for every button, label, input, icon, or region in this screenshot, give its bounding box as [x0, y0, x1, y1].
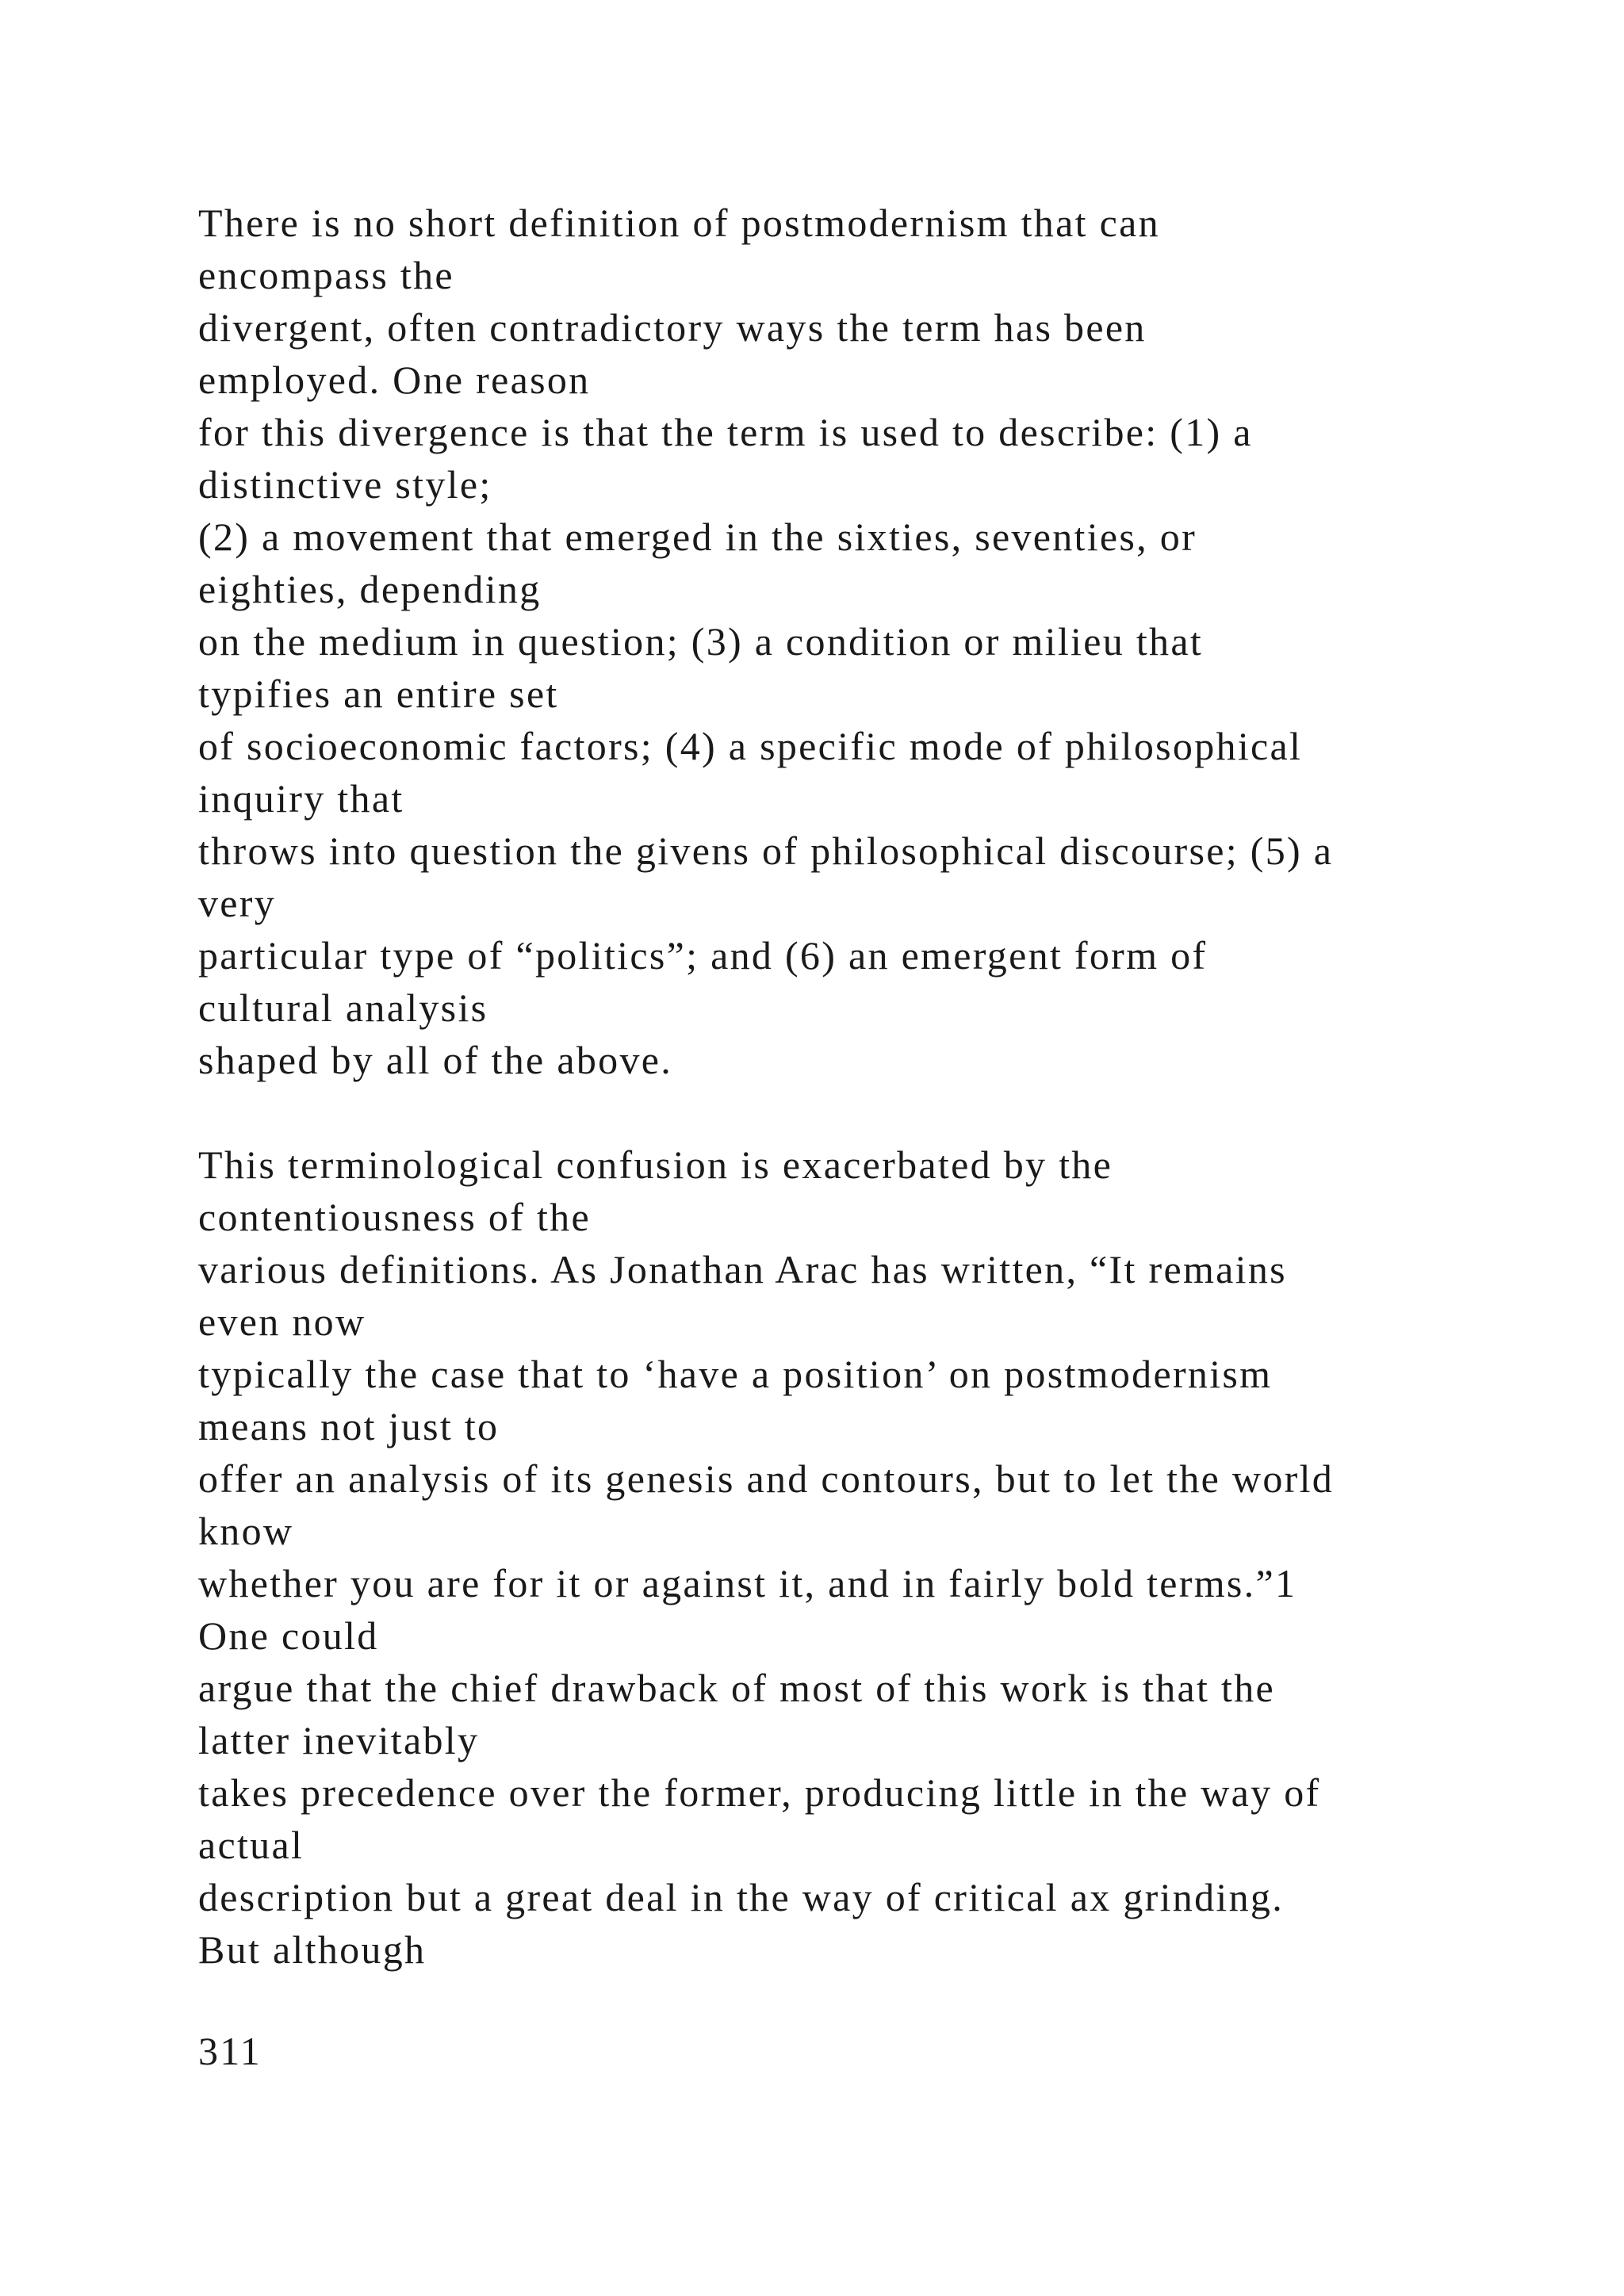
- text-line: means not just to: [198, 1404, 500, 1448]
- page-number: 311: [198, 2029, 262, 2073]
- text-line: But although: [198, 1927, 427, 1972]
- text-line: There is no short definition of postmodernism that can: [198, 201, 1160, 245]
- text-line: whether you are for it or against it, and in fairly bold terms.”1: [198, 1561, 1297, 1605]
- text-line: throws into question the givens of philosophical discourse; (5) a: [198, 828, 1334, 873]
- text-line: very: [198, 881, 277, 925]
- paragraph-break: [198, 1086, 1546, 1138]
- text-line: argue that the chief drawback of most of this work is that the: [198, 1666, 1276, 1710]
- text-line: (2) a movement that emerged in the sixties, seventies, or: [198, 515, 1197, 559]
- text-line: typically the case that to ‘have a position’ on postmodernism: [198, 1352, 1273, 1396]
- text-line: inquiry that: [198, 776, 404, 821]
- paragraph-2: [198, 1138, 1546, 1976]
- text-line: takes precedence over the former, producing little in the way of: [198, 1770, 1321, 1815]
- text-line: various definitions. As Jonathan Arac has written, “It remains: [198, 1247, 1287, 1292]
- text-line: know: [198, 1509, 294, 1553]
- text-line: actual: [198, 1823, 304, 1867]
- text-line: distinctive style;: [198, 462, 492, 507]
- text-line: encompass the: [198, 253, 454, 297]
- text-line: contentiousness of the: [198, 1195, 591, 1239]
- text-line: even now: [198, 1299, 366, 1344]
- text-line: for this divergence is that the term is used to describe: (1) a: [198, 410, 1253, 454]
- text-line: offer an analysis of its genesis and contours, but to let the world: [198, 1456, 1335, 1501]
- paragraph-1: [198, 197, 1546, 1086]
- text-line: on the medium in question; (3) a condition or milieu that: [198, 619, 1204, 664]
- text-line: cultural analysis: [198, 985, 488, 1030]
- text-line: of socioeconomic factors; (4) a specific mode of philosophical: [198, 724, 1303, 768]
- text-line: shaped by all of the above.: [198, 1038, 673, 1082]
- text-line: This terminological confusion is exacerbated by the: [198, 1142, 1113, 1187]
- text-line: particular type of “politics”; and (6) an emergent form of: [198, 933, 1208, 978]
- text-line: typifies an entire set: [198, 672, 559, 716]
- text-line: eighties, depending: [198, 567, 542, 611]
- text-line: latter inevitably: [198, 1718, 480, 1762]
- text-line: description but a great deal in the way of critical ax grinding.: [198, 1875, 1285, 1919]
- text-line: One could: [198, 1613, 379, 1658]
- body-text: [198, 197, 1546, 1976]
- text-line: employed. One reason: [198, 358, 591, 402]
- text-line: divergent, often contradictory ways the term has been: [198, 305, 1147, 350]
